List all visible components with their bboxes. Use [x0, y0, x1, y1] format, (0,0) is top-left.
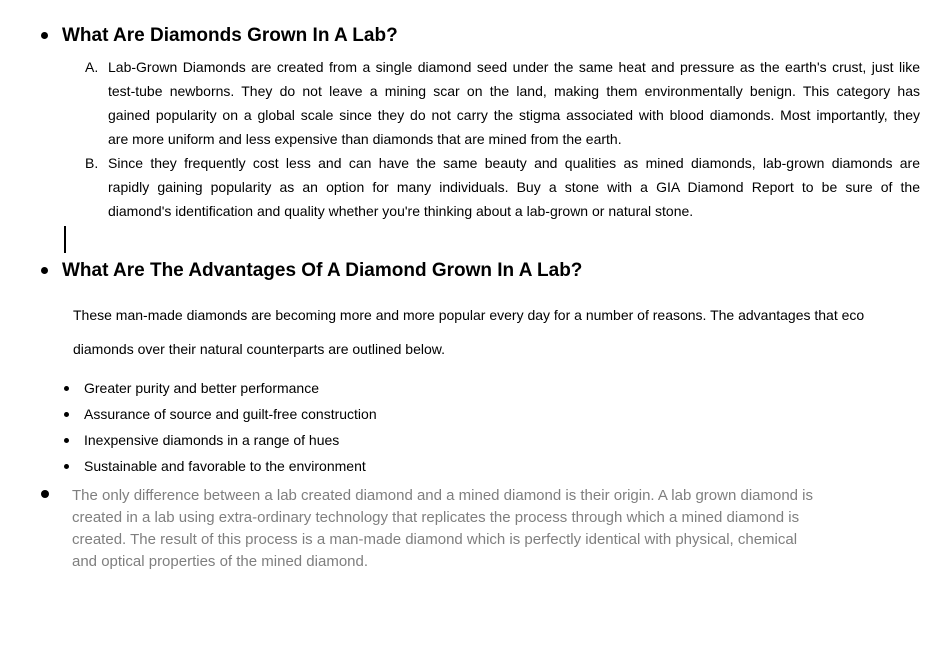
- bullet-icon: [64, 386, 69, 391]
- advantage-item: [84, 427, 339, 453]
- paragraph-line: These man-made diamonds are becoming more and more popular every day for a number of reasons. The advantages that eco: [73, 307, 865, 323]
- advantage-item: [84, 453, 366, 479]
- advantage-text: Greater purity and better performance: [84, 380, 320, 396]
- list-label-b: B.: [85, 155, 99, 171]
- heading-advantages: What Are The Advantages Of A Diamond Grown In A Lab?: [62, 260, 583, 281]
- bullet-icon: [41, 32, 48, 39]
- paragraph-line: Lab-Grown Diamonds are created from a single diamond seed under the same heat and pressure as the earth's crust, just like: [108, 59, 920, 75]
- intro-paragraph: [73, 298, 937, 366]
- paragraph-line: created in a lab using extra-ordinary technology that replicates the process through which a mined diamond is: [72, 509, 800, 526]
- list-item-a: [85, 55, 920, 151]
- paragraph-line: gained popularity on a global scale since they do not carry the stigma associated with blood diamonds. Most importantly, they: [108, 107, 920, 123]
- advantage-text: Inexpensive diamonds in a range of hues: [84, 432, 340, 448]
- paragraph-line: and optical properties of the mined diamond.: [72, 553, 369, 570]
- paragraph-line: rapidly gaining popularity as an option for many individuals. Buy a stone with a GIA Diamond Report to be sure of the: [108, 179, 920, 195]
- advantage-item: [84, 401, 377, 427]
- paragraph-line: diamonds over their natural counterparts are outlined below.: [73, 341, 445, 357]
- paragraph-line: The only difference between a lab created diamond and a mined diamond is their origin. A lab grown diamond is: [72, 487, 814, 504]
- bullet-icon: [64, 412, 69, 417]
- heading-what-are-lab-diamonds: What Are Diamonds Grown In A Lab?: [62, 25, 398, 46]
- paragraph-line: are more uniform and less expensive than diamonds that are mined from the earth.: [108, 131, 622, 147]
- note-paragraph: [72, 485, 904, 573]
- bullet-icon: [41, 267, 48, 274]
- list-item-b: [85, 151, 920, 223]
- paragraph-line: created. The result of this process is a man-made diamond which is perfectly identical with physical, chemical: [72, 531, 798, 548]
- advantage-item: [84, 375, 319, 401]
- advantage-text: Assurance of source and guilt-free construction: [84, 406, 377, 422]
- advantage-text: Sustainable and favorable to the environment: [84, 458, 366, 474]
- text-cursor: [64, 226, 66, 253]
- bullet-icon: [64, 438, 69, 443]
- list-label-a: A.: [85, 59, 99, 75]
- bullet-icon: [41, 490, 49, 498]
- paragraph-line: diamond's identification and quality whether you're thinking about a lab-grown or natural stone.: [108, 203, 694, 219]
- bullet-icon: [64, 464, 69, 469]
- paragraph-line: Since they frequently cost less and can have the same beauty and qualities as mined diamonds, lab-grown diamonds are: [108, 155, 920, 171]
- paragraph-line: test-tube newborns. They do not leave a mining scar on the land, making them environmentally benign. This category has: [108, 83, 920, 99]
